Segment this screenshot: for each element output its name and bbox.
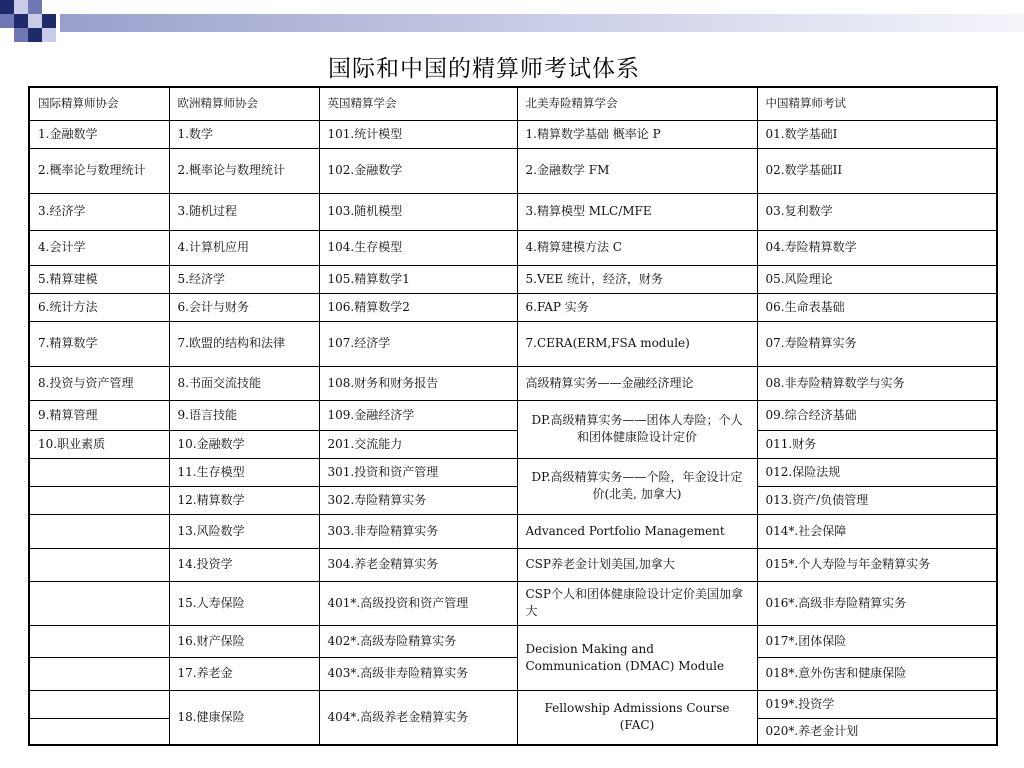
table-cell: 012.保险法规 xyxy=(757,458,997,486)
table-cell: 12.精算数学 xyxy=(169,486,319,514)
deco-square xyxy=(14,0,28,14)
table-cell: 7.CERA(ERM,FSA module) xyxy=(517,321,757,366)
table-row xyxy=(29,230,997,265)
exam-comparison-table xyxy=(28,86,998,746)
header-row xyxy=(29,87,997,120)
table-cell: 11.生存模型 xyxy=(169,458,319,486)
table-cell: 011.财务 xyxy=(757,430,997,458)
table-row xyxy=(29,148,997,193)
deco-square xyxy=(28,0,42,14)
header-cell: 中国精算师考试 xyxy=(757,87,997,120)
table-row xyxy=(29,690,997,718)
header-cell: 北美寿险精算学会 xyxy=(517,87,757,120)
table-cell: Decision Making and Communication (DMAC) Module xyxy=(517,625,757,690)
table-cell: 020*.养老金计划 xyxy=(757,718,997,745)
deco-square xyxy=(42,14,56,28)
table-row xyxy=(29,293,997,321)
table-cell: CSP养老金计划美国,加拿大 xyxy=(517,548,757,581)
table-cell: Advanced Portfolio Management xyxy=(517,514,757,548)
table-cell: 4.精算建模方法 C xyxy=(517,230,757,265)
table-cell: 04.寿险精算数学 xyxy=(757,230,997,265)
table-cell: 17.养老金 xyxy=(169,657,319,690)
table-cell: DP.高级精算实务——个险，年金设计定价(北美, 加拿大) xyxy=(517,458,757,514)
table-cell xyxy=(29,718,169,745)
table-cell: 107.经济学 xyxy=(319,321,517,366)
table-cell: 6.统计方法 xyxy=(29,293,169,321)
table-cell: 303.非寿险精算实务 xyxy=(319,514,517,548)
deco-square xyxy=(14,14,28,28)
table-cell: 9.精算管理 xyxy=(29,400,169,430)
header-cell: 英国精算学会 xyxy=(319,87,517,120)
table-cell: 201.交流能力 xyxy=(319,430,517,458)
table-cell: 109.金融经济学 xyxy=(319,400,517,430)
table-cell: 14.投资学 xyxy=(169,548,319,581)
table-cell: 7.精算数学 xyxy=(29,321,169,366)
table-cell: 3.精算模型 MLC/MFE xyxy=(517,193,757,230)
table-cell: 5.精算建模 xyxy=(29,265,169,293)
table-cell: 09.综合经济基础 xyxy=(757,400,997,430)
table-row xyxy=(29,120,997,148)
table-cell xyxy=(29,657,169,690)
table-cell: 06.生命表基础 xyxy=(757,293,997,321)
table-cell: 10.职业素质 xyxy=(29,430,169,458)
table-cell: 4.会计学 xyxy=(29,230,169,265)
table-cell: 404*.高级养老金精算实务 xyxy=(319,690,517,745)
table-cell: 016*.高级非寿险精算实务 xyxy=(757,581,997,625)
table-cell xyxy=(29,625,169,657)
slide-decoration xyxy=(0,0,1024,48)
table-cell: 7.欧盟的结构和法律 xyxy=(169,321,319,366)
table-cell: 401*.高级投资和资产管理 xyxy=(319,581,517,625)
table-cell: 015*.个人寿险与年金精算实务 xyxy=(757,548,997,581)
table-row xyxy=(29,514,997,548)
table-cell: 106.精算数学2 xyxy=(319,293,517,321)
table-row xyxy=(29,265,997,293)
deco-square xyxy=(28,28,42,42)
table-cell: 108.财务和财务报告 xyxy=(319,366,517,400)
table-cell xyxy=(29,548,169,581)
header-cell: 欧洲精算师协会 xyxy=(169,87,319,120)
table-cell: 104.生存模型 xyxy=(319,230,517,265)
table-row xyxy=(29,548,997,581)
deco-square xyxy=(0,14,14,28)
table-row xyxy=(29,400,997,430)
table-cell: 103.随机模型 xyxy=(319,193,517,230)
table-cell: 014*.社会保障 xyxy=(757,514,997,548)
table-row xyxy=(29,625,997,657)
table-cell: 15.人寿保险 xyxy=(169,581,319,625)
deco-square xyxy=(14,28,28,42)
table-cell: 302.寿险精算实务 xyxy=(319,486,517,514)
deco-square xyxy=(0,0,14,14)
table-cell: 1.数学 xyxy=(169,120,319,148)
table-cell: 8.投资与资产管理 xyxy=(29,366,169,400)
table-cell xyxy=(29,690,169,718)
table-cell: 013.资产/负债管理 xyxy=(757,486,997,514)
table-cell: 6.会计与财务 xyxy=(169,293,319,321)
table-cell: 403*.高级非寿险精算实务 xyxy=(319,657,517,690)
table-cell: 05.风险理论 xyxy=(757,265,997,293)
table-cell: 105.精算数学1 xyxy=(319,265,517,293)
table-cell: 10.金融数学 xyxy=(169,430,319,458)
table-cell: 8.书面交流技能 xyxy=(169,366,319,400)
table-row xyxy=(29,581,997,625)
table-cell: 102.金融数学 xyxy=(319,148,517,193)
header-cell: 国际精算师协会 xyxy=(29,87,169,120)
deco-square xyxy=(28,14,42,28)
table-cell: 3.经济学 xyxy=(29,193,169,230)
table-cell: 16.财产保险 xyxy=(169,625,319,657)
deco-square xyxy=(42,28,56,42)
table-cell: 017*.团体保险 xyxy=(757,625,997,657)
table-cell: 019*.投资学 xyxy=(757,690,997,718)
table-cell: 高级精算实务——金融经济理论 xyxy=(517,366,757,400)
table-cell xyxy=(29,458,169,486)
table-row xyxy=(29,321,997,366)
table-cell: DP.高级精算实务——团体人寿险；个人和团体健康险设计定价 xyxy=(517,400,757,458)
table-cell: 101.统计模型 xyxy=(319,120,517,148)
table-cell: 5.经济学 xyxy=(169,265,319,293)
table-cell: CSP个人和团体健康险设计定价美国加拿大 xyxy=(517,581,757,625)
table-cell: 4.计算机应用 xyxy=(169,230,319,265)
table-cell: 402*.高级寿险精算实务 xyxy=(319,625,517,657)
table-cell: 1.精算数学基础 概率论 P xyxy=(517,120,757,148)
table-cell: 3.随机过程 xyxy=(169,193,319,230)
table-cell: 301.投资和资产管理 xyxy=(319,458,517,486)
table-cell: 9.语言技能 xyxy=(169,400,319,430)
table-row xyxy=(29,366,997,400)
table-row xyxy=(29,486,997,514)
table-row xyxy=(29,458,997,486)
table-cell: 2.概率论与数理统计 xyxy=(29,148,169,193)
table-cell: 03.复利数学 xyxy=(757,193,997,230)
table-cell: Fellowship Admissions Course (FAC) xyxy=(517,690,757,745)
table-cell: 18.健康保险 xyxy=(169,690,319,745)
table-cell xyxy=(29,514,169,548)
table-cell: 2.金融数学 FM xyxy=(517,148,757,193)
table-cell: 13.风险数学 xyxy=(169,514,319,548)
decoration-band xyxy=(60,14,1024,32)
table-cell: 5.VEE 统计，经济，财务 xyxy=(517,265,757,293)
table-cell: 07.寿险精算实务 xyxy=(757,321,997,366)
table-row xyxy=(29,430,997,458)
table-cell: 1.金融数学 xyxy=(29,120,169,148)
page-title: 国际和中国的精算师考试体系 xyxy=(328,56,640,82)
table-cell: 6.FAP 实务 xyxy=(517,293,757,321)
table-cell xyxy=(29,486,169,514)
table-cell xyxy=(29,581,169,625)
table-cell: 02.数学基础II xyxy=(757,148,997,193)
table-cell: 01.数学基础I xyxy=(757,120,997,148)
table-row xyxy=(29,657,997,690)
table-cell: 2.概率论与数理统计 xyxy=(169,148,319,193)
table-cell: 018*.意外伤害和健康保险 xyxy=(757,657,997,690)
table-cell: 08.非寿险精算数学与实务 xyxy=(757,366,997,400)
table-row xyxy=(29,193,997,230)
table-cell: 304.养老金精算实务 xyxy=(319,548,517,581)
